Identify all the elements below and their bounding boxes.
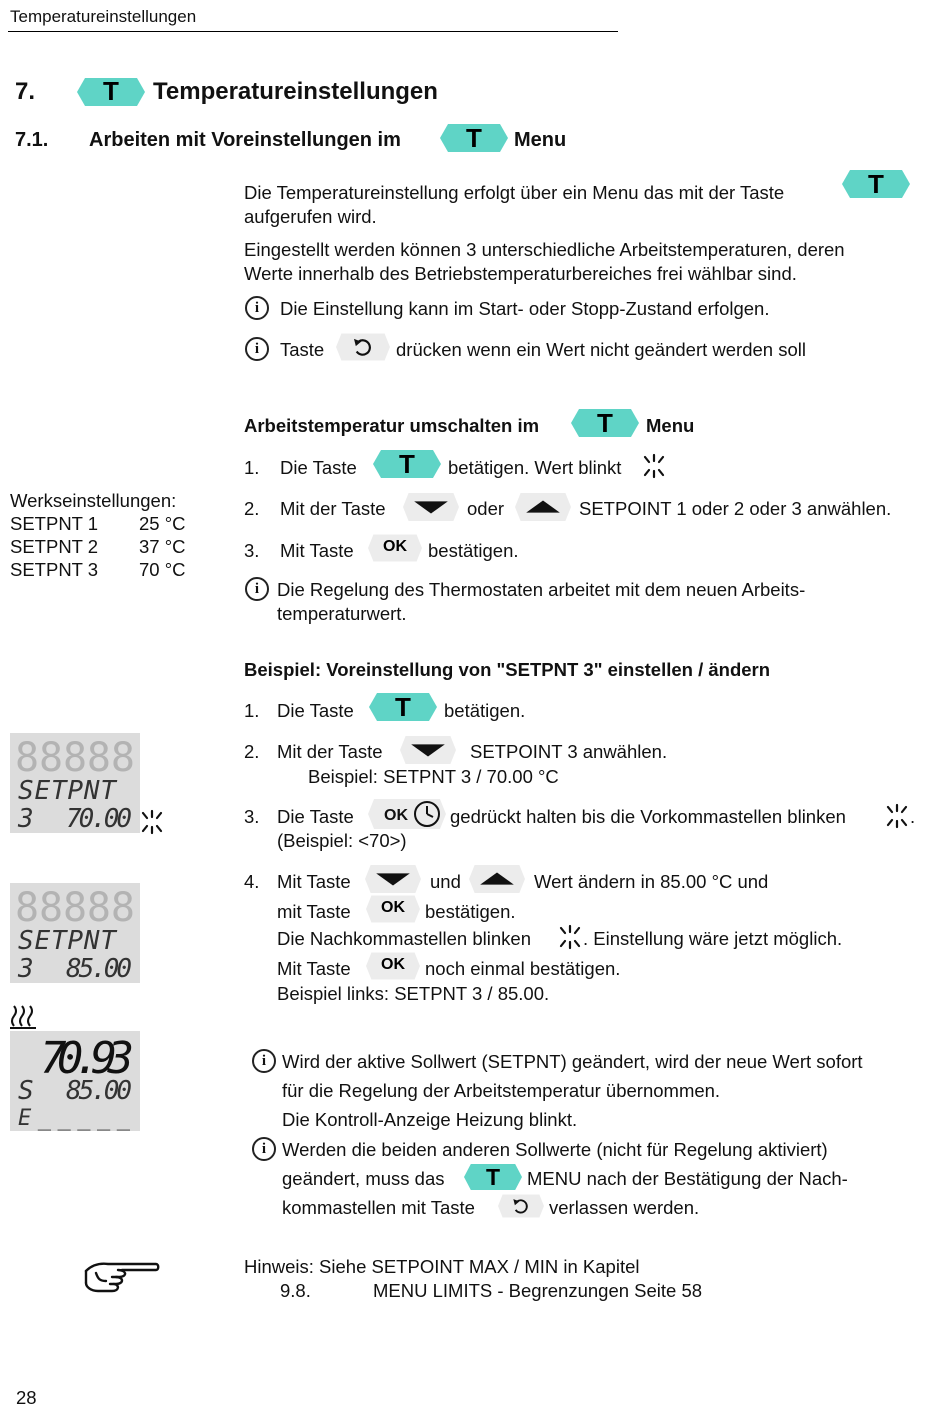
blink-icon: [884, 803, 910, 834]
ok-key-icon: OK: [368, 533, 422, 563]
intro-note2-pre: Taste: [280, 339, 325, 360]
step-number: 3.: [244, 806, 260, 827]
hint-chapter[interactable]: 9.8.: [280, 1280, 311, 1301]
section-title: Temperatureinstellungen: [153, 78, 438, 105]
example-step1-post: betätigen.: [444, 700, 526, 721]
lcd-bottom-line: E _ _ _ _ _: [18, 1106, 130, 1131]
switch-step1-pre: Die Taste: [280, 457, 357, 478]
intro-note1: Die Einstellung kann im Start- oder Stopp-Zustand erfolgen.: [280, 298, 770, 319]
hint-line1: Hinweis: Siehe SETPOINT MAX / MIN in Kapitel: [244, 1256, 640, 1277]
lcd-display-actual-70-93: [10, 1031, 140, 1136]
example-step4-post: Wert ändern in 85.00 °C und: [534, 871, 769, 892]
intro-note2-post: drücken wenn ein Wert nicht geändert werden soll: [396, 339, 806, 360]
header-rule: [8, 31, 618, 32]
intro-p2-line2: Werte innerhalb des Betriebstemperaturbereiches frei wählbar sind.: [244, 263, 797, 284]
lcd-top-digits: 88888: [15, 885, 135, 931]
info-icon: i: [245, 296, 269, 320]
step-number: 3.: [244, 540, 260, 561]
subsection-number: 7.1.: [15, 129, 49, 151]
t-key-icon: T: [464, 1164, 522, 1190]
step-number: 1.: [244, 457, 260, 478]
t-key-icon: T: [571, 409, 639, 437]
back-key-icon: [336, 332, 390, 367]
lcd-actual-value: 70.93: [40, 1033, 134, 1084]
svg-text:OK: OK: [384, 807, 408, 824]
lcd-display-setpnt3-70: [10, 733, 140, 838]
t-key-icon: T: [842, 170, 910, 198]
arrow-up-key-icon: [469, 864, 525, 899]
switch-step3-post: bestätigen.: [428, 540, 519, 561]
blink-icon: [557, 924, 583, 955]
example-step4-pre: Mit Taste: [277, 871, 351, 892]
note2-line2-post: MENU nach der Bestätigung der Nach-: [527, 1168, 848, 1189]
step-number: 2.: [244, 498, 260, 519]
example-step4-l3-pre: Die Nachkommastellen blinken: [277, 928, 531, 949]
t-key-icon: T: [440, 124, 508, 152]
section-number: 7.: [15, 78, 36, 105]
t-key-icon: T: [77, 77, 145, 107]
page-number: 28: [16, 1387, 37, 1408]
example-step3-post: gedrückt halten bis die Vorkommastellen blinken: [450, 806, 846, 827]
example-step2-sub: Beispiel: SETPNT 3 / 70.00 °C: [308, 766, 559, 787]
running-header: Temperatureinstellungen: [10, 7, 197, 26]
switch-note-line1: Die Regelung des Thermostaten arbeitet mit dem neuen Arbeits-: [277, 579, 806, 600]
ok-key-icon: OK: [366, 951, 420, 981]
blink-icon: [139, 809, 165, 840]
t-key-icon: T: [373, 450, 441, 478]
example-step4-l4-post: noch einmal bestätigen.: [425, 958, 621, 979]
info-icon: i: [252, 1049, 276, 1073]
note2-line3-post: verlassen werden.: [549, 1197, 700, 1218]
example-step4-l2-pre: mit Taste: [277, 901, 351, 922]
step-number: 4.: [244, 871, 260, 892]
note2-line3-pre: kommastellen mit Taste: [282, 1197, 475, 1218]
subsection-title: Arbeiten mit Voreinstellungen im: [89, 129, 401, 151]
arrow-up-key-icon: [515, 492, 571, 527]
switch-step2-pre: Mit der Taste: [280, 498, 386, 519]
switch-step2-mid: oder: [467, 498, 505, 519]
switch-step2-post: SETPOINT 1 oder 2 oder 3 anwählen.: [579, 498, 892, 519]
info-icon: i: [245, 577, 269, 601]
switch-step3-pre: Mit Taste: [280, 540, 354, 561]
hint-chapter-title[interactable]: MENU LIMITS - Begrenzungen Seite 58: [373, 1280, 703, 1301]
blink-icon: [641, 453, 667, 484]
factory-row-name: SETPNT 1: [10, 513, 99, 534]
factory-row-name: SETPNT 3: [10, 559, 99, 580]
factory-row-value: 70 °C: [139, 559, 186, 580]
example-step3-sub: (Beispiel: <70>): [277, 830, 407, 851]
lcd-mid-text: SETPNT: [18, 776, 116, 806]
info-icon: i: [245, 337, 269, 361]
switch-title: Arbeitstemperatur umschalten im: [244, 415, 540, 436]
switch-title-end: Menu: [646, 415, 695, 436]
intro-p1-line2: aufgerufen wird.: [244, 206, 377, 227]
switch-note-line2: temperaturwert.: [277, 603, 407, 624]
example-step3-end: .: [910, 806, 916, 827]
lcd-mid-right: 85.00: [66, 1076, 132, 1106]
example-step1-pre: Die Taste: [277, 700, 354, 721]
factory-row-value: 25 °C: [139, 513, 186, 534]
back-key-icon: [498, 1192, 544, 1225]
factory-title: Werkseinstellungen:: [10, 490, 177, 511]
lcd-bot-left: 3: [18, 954, 34, 983]
lcd-bot-right: 70.00: [66, 804, 132, 833]
lcd-mid-text: SETPNT: [18, 926, 116, 956]
example-step4-l5: Beispiel links: SETPNT 3 / 85.00.: [277, 983, 550, 1004]
example-step4-l4-pre: Mit Taste: [277, 958, 351, 979]
example-step2-post: SETPOINT 3 anwählen.: [470, 741, 668, 762]
example-step3-pre: Die Taste: [277, 806, 354, 827]
factory-row-value: 37 °C: [139, 536, 186, 557]
info-icon: i: [252, 1137, 276, 1161]
lcd-mid-left: S: [18, 1076, 34, 1106]
t-key-icon: T: [369, 693, 437, 721]
note1-line3: Die Kontroll-Anzeige Heizung blinkt.: [282, 1109, 578, 1130]
step-number: 1.: [244, 700, 260, 721]
arrow-down-key-icon: [403, 492, 459, 527]
pointing-hand-icon: [82, 1257, 160, 1302]
factory-row-name: SETPNT 2: [10, 536, 99, 557]
ok-key-icon: OK: [366, 894, 420, 924]
intro-p2-line1: Eingestellt werden können 3 unterschiedliche Arbeitstemperaturen, deren: [244, 239, 845, 260]
example-step4-mid: und: [430, 871, 461, 892]
lcd-display-setpnt3-85: [10, 883, 140, 988]
note2-line1: Werden die beiden anderen Sollwerte (nicht für Regelung aktiviert): [282, 1139, 828, 1160]
intro-p1-line1: Die Temperatureinstellung erfolgt über ein Menu das mit der Taste: [244, 182, 785, 203]
example-step4-l3-post: . Einstellung wäre jetzt möglich.: [583, 928, 843, 949]
lcd-bot-left: 3: [18, 804, 34, 833]
example-step2-pre: Mit der Taste: [277, 741, 383, 762]
note1-line2: für die Regelung der Arbeitstemperatur übernommen.: [282, 1080, 721, 1101]
step-number: 2.: [244, 741, 260, 762]
note1-line1: Wird der aktive Sollwert (SETPNT) geändert, wird der neue Wert sofort: [282, 1051, 863, 1072]
example-step4-l2-post: bestätigen.: [425, 901, 516, 922]
note2-line2-pre: geändert, muss das: [282, 1168, 445, 1189]
lcd-bot-right: 85.00: [66, 954, 132, 983]
switch-step1-post: betätigen. Wert blinkt: [448, 457, 622, 478]
example-title: Beispiel: Voreinstellung von "SETPNT 3" einstellen / ändern: [244, 659, 771, 680]
lcd-top-digits: 88888: [15, 735, 135, 781]
subsection-title-end: Menu: [514, 129, 567, 151]
